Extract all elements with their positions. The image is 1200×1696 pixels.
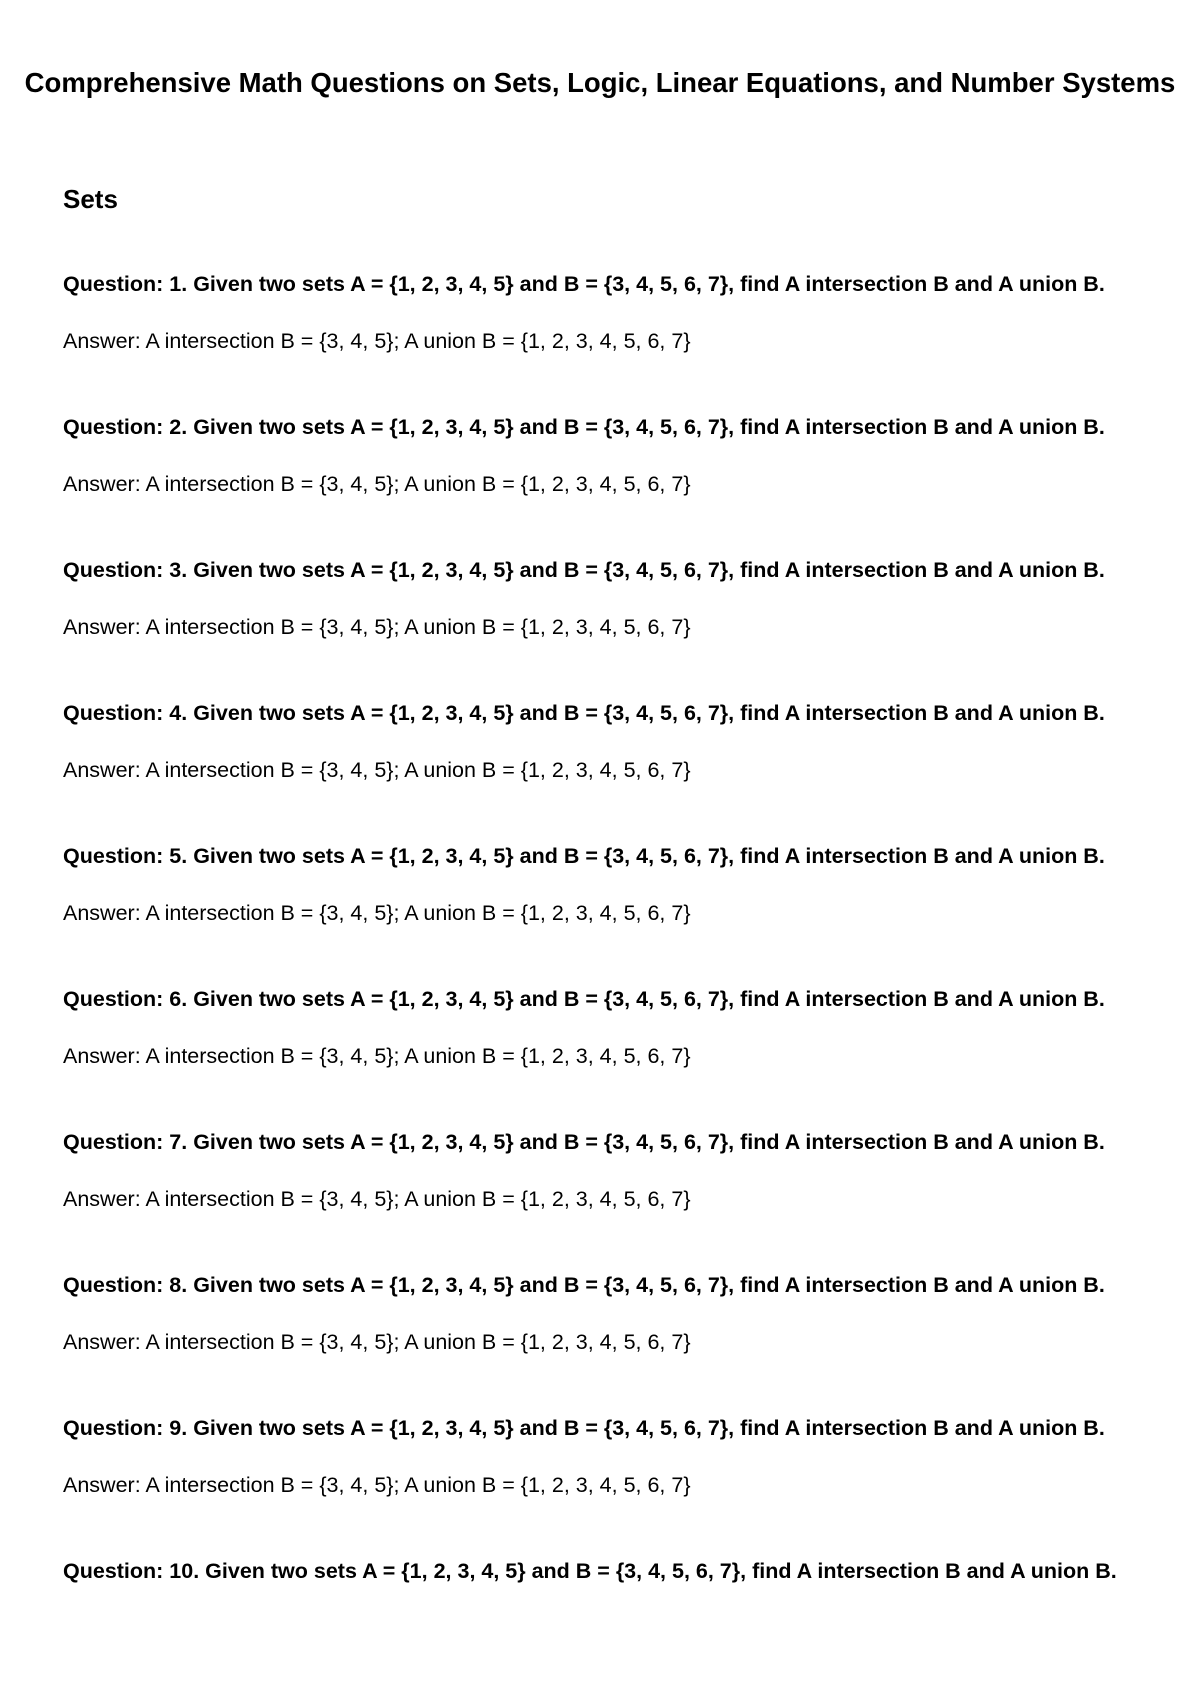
answer-text: Answer: A intersection B = {3, 4, 5}; A union B = {1, 2, 3, 4, 5, 6, 7} (63, 329, 691, 353)
question-list (63, 268, 1200, 1696)
section-heading-sets: Sets (63, 184, 118, 214)
question-item (63, 1555, 1200, 1696)
question-text: Question: 7. Given two sets A = {1, 2, 3, 4, 5} and B = {3, 4, 5, 6, 7}, find A intersection B and A union B. (63, 1130, 1105, 1154)
question-item (63, 1126, 1200, 1269)
question-text: Question: 9. Given two sets A = {1, 2, 3, 4, 5} and B = {3, 4, 5, 6, 7}, find A intersection B and A union B. (63, 1416, 1105, 1440)
question-text: Question: 5. Given two sets A = {1, 2, 3, 4, 5} and B = {3, 4, 5, 6, 7}, find A intersection B and A union B. (63, 844, 1105, 868)
answer-text: Answer: A intersection B = {3, 4, 5}; A union B = {1, 2, 3, 4, 5, 6, 7} (63, 758, 691, 782)
document-title-text: Comprehensive Math Questions on Sets, Logic, Linear Equations, and Number Systems (24, 67, 1176, 98)
answer-text: Answer: A intersection B = {3, 4, 5}; A union B = {1, 2, 3, 4, 5, 6, 7} (63, 1330, 691, 1354)
answer-text: Answer: A intersection B = {3, 4, 5}; A union B = {1, 2, 3, 4, 5, 6, 7} (63, 901, 691, 925)
question-item (63, 554, 1200, 697)
question-text: Question: 4. Given two sets A = {1, 2, 3, 4, 5} and B = {3, 4, 5, 6, 7}, find A intersection B and A union B. (63, 701, 1105, 725)
question-text: Question: 2. Given two sets A = {1, 2, 3, 4, 5} and B = {3, 4, 5, 6, 7}, find A intersection B and A union B. (63, 415, 1105, 439)
answer-text: Answer: A intersection B = {3, 4, 5}; A union B = {1, 2, 3, 4, 5, 6, 7} (63, 472, 691, 496)
question-text: Question: 6. Given two sets A = {1, 2, 3, 4, 5} and B = {3, 4, 5, 6, 7}, find A intersection B and A union B. (63, 987, 1105, 1011)
document-title (0, 66, 1200, 100)
question-text: Question: 10. Given two sets A = {1, 2, 3, 4, 5} and B = {3, 4, 5, 6, 7}, find A intersection B and A union B. (63, 1559, 1117, 1583)
question-item (63, 983, 1200, 1126)
question-text: Question: 8. Given two sets A = {1, 2, 3, 4, 5} and B = {3, 4, 5, 6, 7}, find A intersection B and A union B. (63, 1273, 1105, 1297)
answer-text: Answer: A intersection B = {3, 4, 5}; A union B = {1, 2, 3, 4, 5, 6, 7} (63, 615, 691, 639)
question-item (63, 1412, 1200, 1555)
answer-text: Answer: A intersection B = {3, 4, 5}; A union B = {1, 2, 3, 4, 5, 6, 7} (63, 1187, 691, 1211)
question-item (63, 268, 1200, 411)
question-item (63, 840, 1200, 983)
question-text: Question: 3. Given two sets A = {1, 2, 3, 4, 5} and B = {3, 4, 5, 6, 7}, find A intersection B and A union B. (63, 558, 1105, 582)
answer-text: Answer: A intersection B = {3, 4, 5}; A union B = {1, 2, 3, 4, 5, 6, 7} (63, 1473, 691, 1497)
question-text: Question: 1. Given two sets A = {1, 2, 3, 4, 5} and B = {3, 4, 5, 6, 7}, find A intersection B and A union B. (63, 272, 1105, 296)
answer-text: Answer: A intersection B = {3, 4, 5}; A union B = {1, 2, 3, 4, 5, 6, 7} (63, 1044, 691, 1068)
question-item (63, 411, 1200, 554)
question-item (63, 697, 1200, 840)
question-item (63, 1269, 1200, 1412)
